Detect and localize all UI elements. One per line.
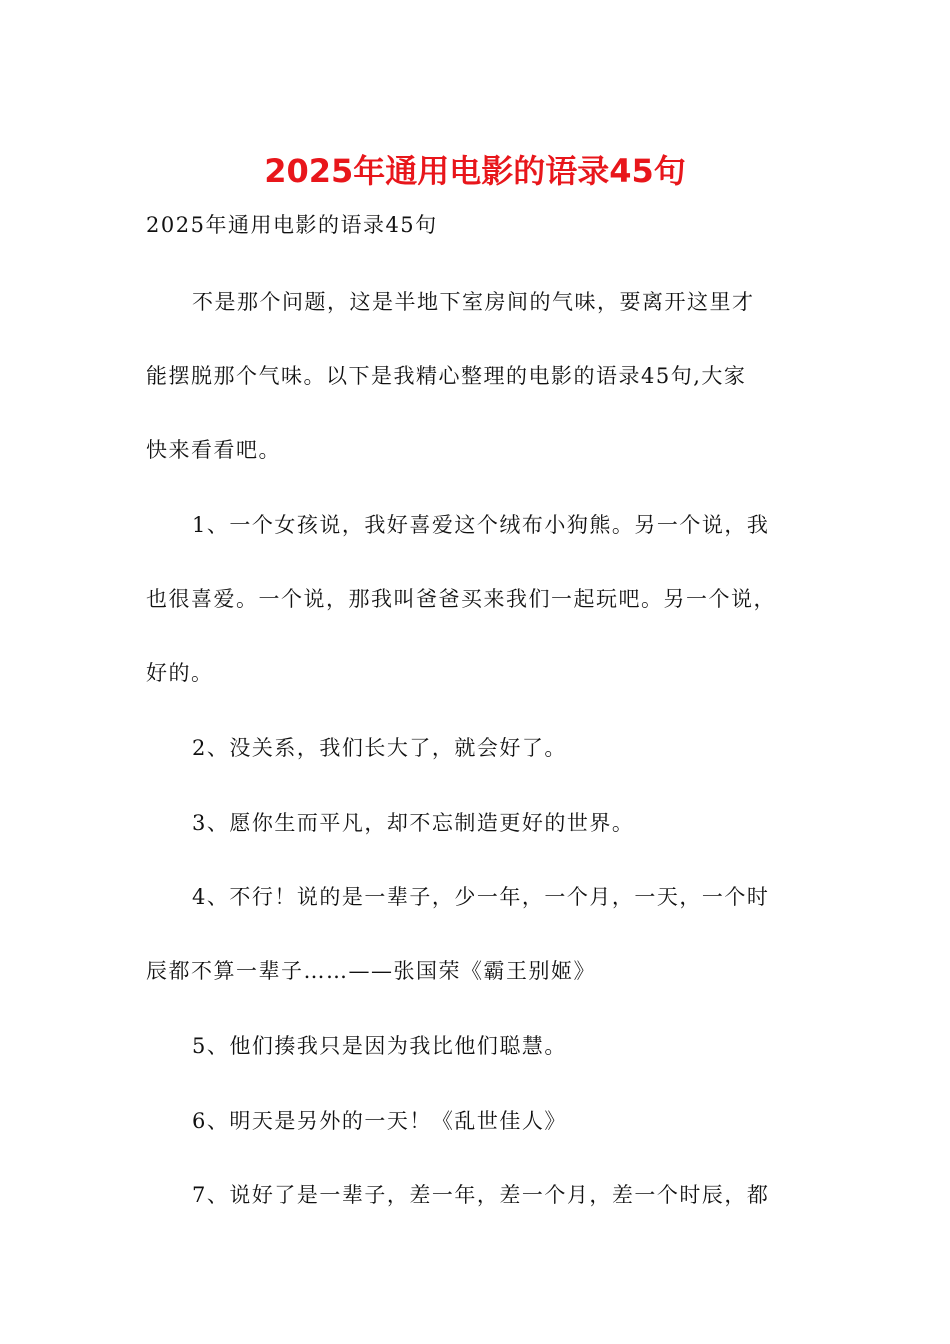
paragraph-line: 4、不行！说的是一辈子，少一年，一个月，一天，一个时 [192,885,770,909]
paragraph-line: 1、一个女孩说，我好喜爱这个绒布小狗熊。另一个说，我 [192,513,770,537]
paragraph-line: 好的。 [146,661,214,685]
document-subtitle: 2025年通用电影的语录45句 [146,213,438,237]
paragraph-line: 快来看看吧。 [146,438,281,462]
document-title: 2025年通用电影的语录45句 [264,152,686,190]
paragraph-line: 5、他们揍我只是因为我比他们聪慧。 [192,1034,567,1058]
paragraph-line: 6、明天是另外的一天！《乱世佳人》 [192,1109,567,1133]
paragraph-line: 辰都不算一辈子……——张国荣《霸王别姬》 [146,959,596,983]
paragraph-line: 7、说好了是一辈子，差一年，差一个月，差一个时辰，都 [192,1183,770,1207]
paragraph-line: 能摆脱那个气味。以下是我精心整理的电影的语录45句,大家 [146,364,747,388]
paragraph-line: 也很喜爱。一个说，那我叫爸爸买来我们一起玩吧。另一个说， [146,587,776,611]
paragraph-line: 2、没关系，我们长大了，就会好了。 [192,736,567,760]
paragraph-line: 不是那个问题，这是半地下室房间的气味，要离开这里才 [192,290,755,314]
paragraph-line: 3、愿你生而平凡，却不忘制造更好的世界。 [192,811,635,835]
